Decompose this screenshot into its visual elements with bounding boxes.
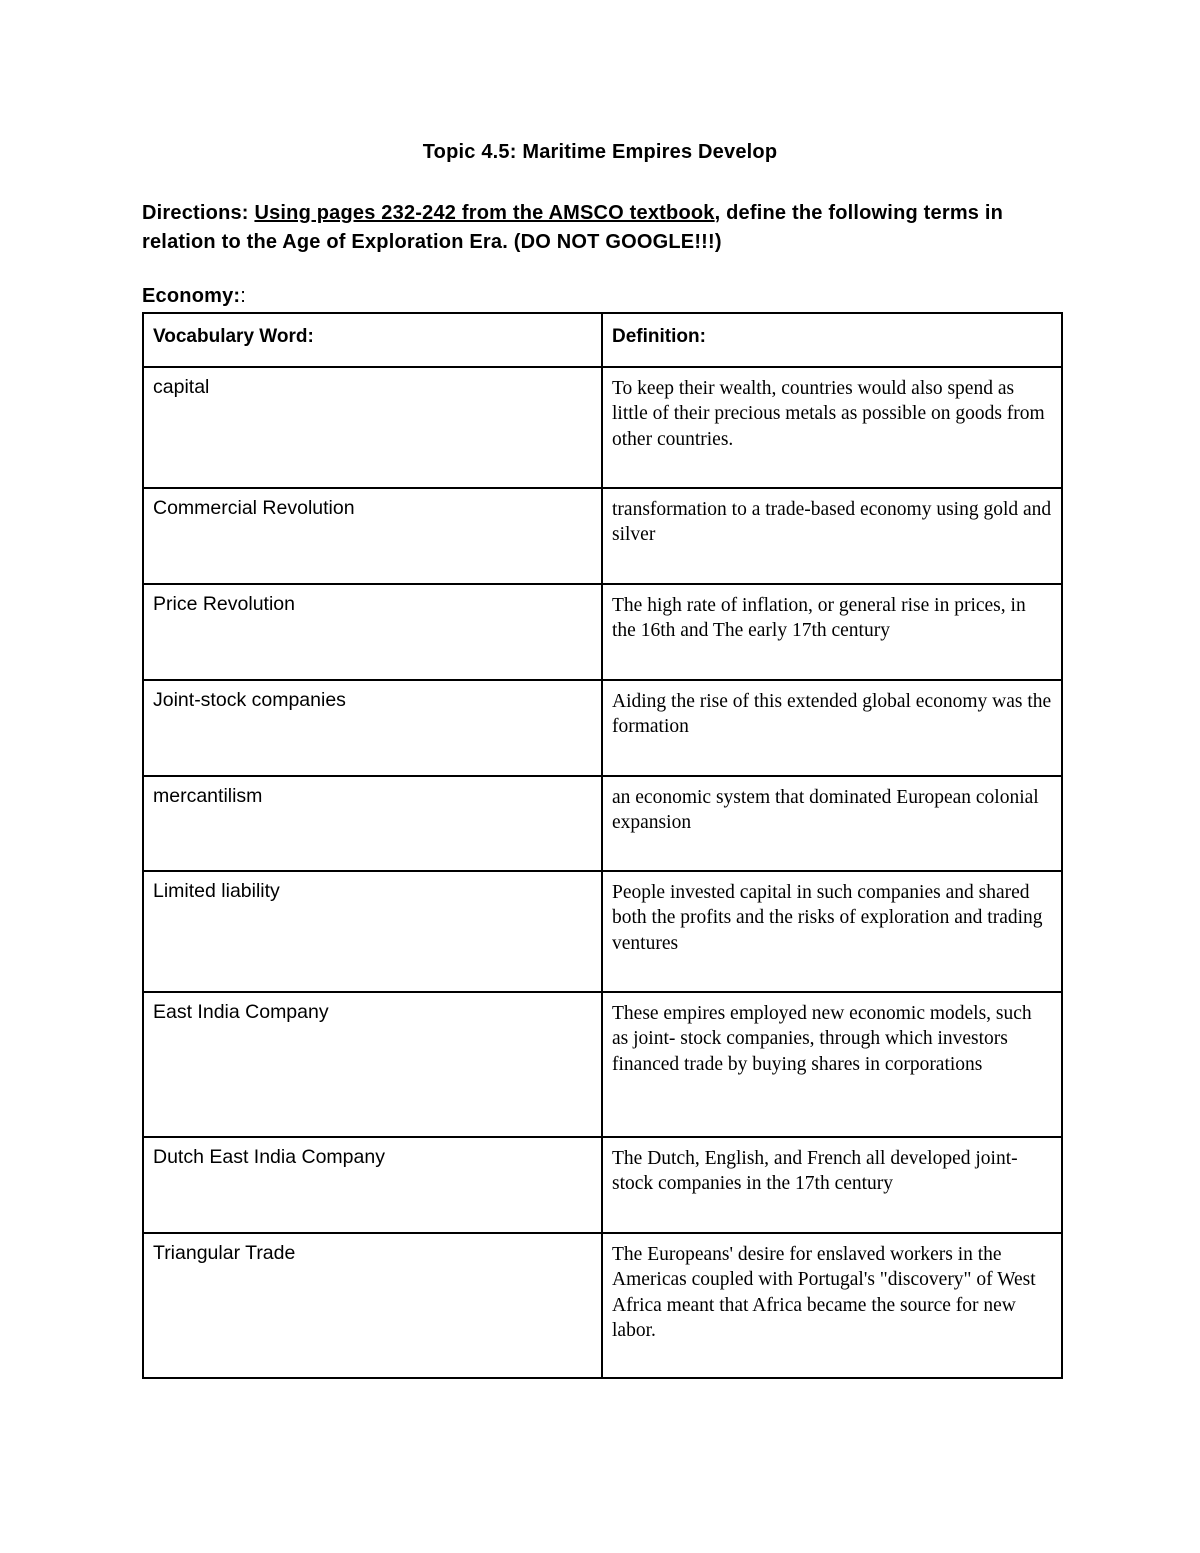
vocabulary-table <box>142 312 1063 1379</box>
vocabulary-word-cell: Joint-stock companies <box>143 680 602 776</box>
table-row <box>143 488 1062 584</box>
table-row <box>143 367 1062 488</box>
vocabulary-word-cell: Commercial Revolution <box>143 488 602 584</box>
section-heading-suffix: : <box>240 285 247 307</box>
table-row <box>143 992 1062 1137</box>
table-row <box>143 1137 1062 1233</box>
vocabulary-word-cell: Triangular Trade <box>143 1233 602 1378</box>
header-definition: Definition: <box>602 313 1062 367</box>
section-heading <box>142 285 246 308</box>
table-row <box>143 776 1062 871</box>
definition-cell: These empires employed new economic models, such as joint- stock companies, through which investors financed trade by buying shares in corporations <box>602 992 1062 1137</box>
table-header-row <box>143 313 1062 367</box>
section-heading-label: Economy: <box>142 285 241 307</box>
vocabulary-word-cell: East India Company <box>143 992 602 1137</box>
directions-label: Directions: <box>142 202 249 224</box>
definition-cell: Aiding the rise of this extended global economy was the formation <box>602 680 1062 776</box>
directions-paragraph <box>142 199 1072 257</box>
table-row <box>143 871 1062 992</box>
table-row <box>143 1233 1062 1378</box>
definition-cell: an economic system that dominated European colonial expansion <box>602 776 1062 871</box>
vocabulary-word-cell: Dutch East India Company <box>143 1137 602 1233</box>
directions-source-reference: Using pages 232-242 from the AMSCO textbook <box>254 202 715 224</box>
definition-cell: To keep their wealth, countries would also spend as little of their precious metals as possible on goods from other countries. <box>602 367 1062 488</box>
directions-instructions: , define the following terms in relation to the Age of Exploration Era. (DO NOT GOOGLE!!!) <box>142 202 1004 253</box>
definition-cell: The Dutch, English, and French all developed joint-stock companies in the 17th century <box>602 1137 1062 1233</box>
definition-cell: The Europeans' desire for enslaved workers in the Americas coupled with Portugal's "discovery" of West Africa meant that Africa became the source for new labor. <box>602 1233 1062 1378</box>
vocabulary-word-cell: capital <box>143 367 602 488</box>
vocabulary-word-cell: Limited liability <box>143 871 602 992</box>
definition-cell: transformation to a trade-based economy using gold and silver <box>602 488 1062 584</box>
vocabulary-word-cell: Price Revolution <box>143 584 602 680</box>
definition-cell: People invested capital in such companies and shared both the profits and the risks of exploration and trading ventures <box>602 871 1062 992</box>
definition-cell: The high rate of inflation, or general rise in prices, in the 16th and The early 17th century <box>602 584 1062 680</box>
table-row <box>143 584 1062 680</box>
vocabulary-word-cell: mercantilism <box>143 776 602 871</box>
header-vocabulary-word: Vocabulary Word: <box>143 313 602 367</box>
page-title: Topic 4.5: Maritime Empires Develop <box>422 141 778 163</box>
table-row <box>143 680 1062 776</box>
